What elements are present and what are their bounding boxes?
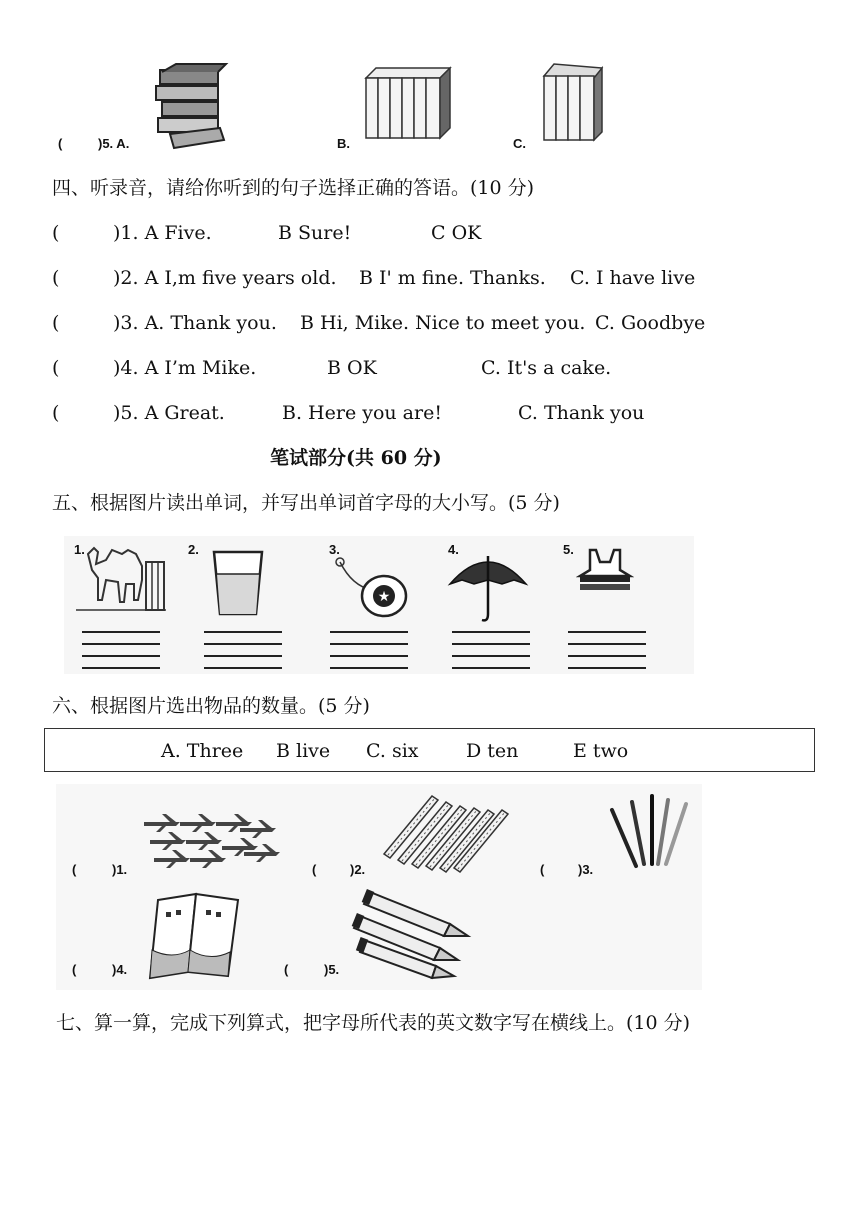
answer-paren: ( [72, 962, 77, 977]
question-5-option-c: C. Thank you [518, 402, 645, 424]
writing-line [204, 667, 282, 669]
option-a: A. Three [161, 740, 244, 762]
option-c: C. six [366, 740, 419, 762]
item-number: )3. [578, 862, 594, 877]
writing-line [82, 655, 160, 657]
writing-line [330, 643, 408, 645]
answer-paren: ( [52, 267, 60, 289]
written-part-title: 笔试部分(共 60 分) [270, 447, 442, 469]
writing-line [330, 631, 408, 633]
options-box [44, 728, 815, 772]
question-4-option-b: B OK [327, 357, 377, 379]
picture-label: 5. [563, 542, 574, 557]
option-b: B live [276, 740, 331, 762]
question-4-option-c: C. It's a cake. [481, 357, 612, 379]
writing-line [568, 631, 646, 633]
section4-heading: 四、听录音，请给你听到的句子选择正确的答语。(10 分) [52, 177, 535, 199]
question-4-option-a: )4. A I’m Mike. [113, 357, 257, 379]
books-row-image [362, 66, 452, 144]
writing-line [452, 655, 530, 657]
answer-paren: ( [284, 962, 289, 977]
picture-label: 4. [448, 542, 459, 557]
question-1-option-b: B Sure! [278, 222, 352, 244]
pens-image [606, 794, 692, 872]
answer-paren: ( [72, 862, 77, 877]
writing-line [452, 667, 530, 669]
answer-paren: ( [540, 862, 545, 877]
answer-paren: ( [52, 312, 60, 334]
option-c-label: C. [513, 136, 526, 151]
question-3-option-c: C. Goodbye [595, 312, 706, 334]
item-number: )5. [324, 962, 340, 977]
umbrella-image [446, 552, 530, 624]
answer-paren: ( [52, 402, 60, 424]
question-1-option-a: )1. A Five. [113, 222, 212, 244]
vest-image [576, 546, 634, 616]
question-3-option-a: )3. A. Thank you. [113, 312, 277, 334]
yoyo-image [332, 556, 412, 620]
picture-label: 2. [188, 542, 199, 557]
answer-paren: ( [52, 357, 60, 379]
question-2-option-b: B I' m fine. Thanks. [359, 267, 546, 289]
section7-heading: 七、算一算，完成下列算式，把字母所代表的英文数字写在横线上。(10 分) [56, 1012, 691, 1034]
writing-line [568, 643, 646, 645]
answer-paren: ( [312, 862, 317, 877]
writing-line [204, 655, 282, 657]
item-number: )1. [112, 862, 128, 877]
writing-line [568, 667, 646, 669]
section6-heading: 六、根据图片选出物品的数量。(5 分) [52, 695, 370, 717]
writing-line [330, 655, 408, 657]
picture-label: 1. [74, 542, 85, 557]
section5-heading: 五、根据图片读出单词，并写出单词首字母的大小写。(5 分) [52, 492, 560, 514]
camel-image [72, 540, 168, 620]
svg-text:★: ★ [377, 589, 391, 605]
glass-image [210, 548, 266, 618]
writing-line [568, 655, 646, 657]
writing-line [204, 643, 282, 645]
option-a-label: )5. A. [98, 136, 130, 151]
answer-paren: ( [58, 136, 63, 151]
option-d: D ten [466, 740, 519, 762]
book-stack-image [150, 62, 230, 154]
picture-label: 3. [329, 542, 340, 557]
item-number: )4. [112, 962, 128, 977]
writing-line [82, 667, 160, 669]
writing-line [452, 643, 530, 645]
option-b-label: B. [337, 136, 350, 151]
option-e: E two [573, 740, 629, 762]
question-2-option-a: )2. A I,m five years old. [113, 267, 337, 289]
books-upright-image [540, 62, 606, 146]
writing-line [82, 643, 160, 645]
rulers-image [380, 792, 520, 874]
writing-line [204, 631, 282, 633]
question-5-option-b: B. Here you are! [282, 402, 442, 424]
writing-line [82, 631, 160, 633]
notebooks-image [136, 890, 246, 980]
question-3-option-b: B Hi, Mike. Nice to meet you. [300, 312, 586, 334]
question-1-option-c: C OK [431, 222, 482, 244]
item-number: )2. [350, 862, 366, 877]
writing-line [330, 667, 408, 669]
planes-image [140, 812, 280, 874]
question-5-option-a: )5. A Great. [113, 402, 225, 424]
answer-paren: ( [52, 222, 60, 244]
question-2-option-c: C. I have live [570, 267, 696, 289]
writing-line [452, 631, 530, 633]
pencils-image [350, 884, 474, 980]
